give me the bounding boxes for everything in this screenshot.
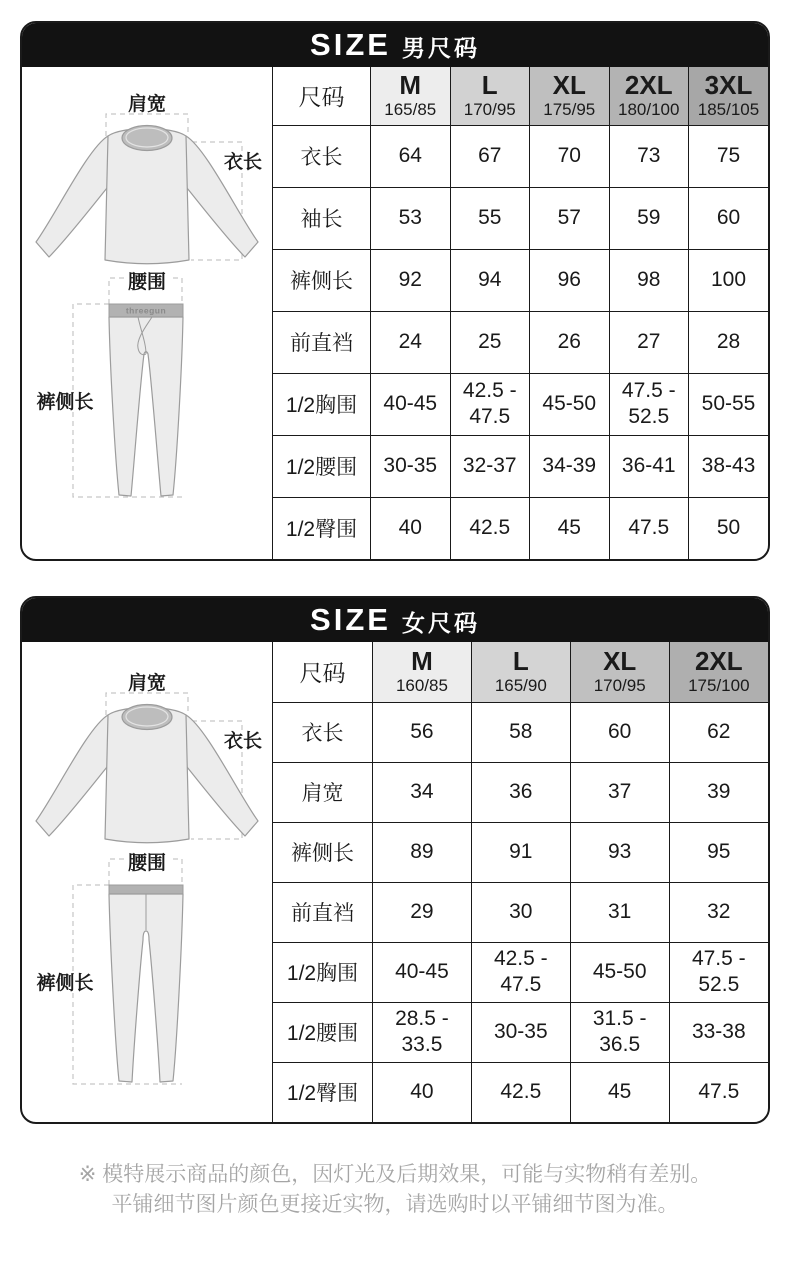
measurement-value-cell: 56 xyxy=(373,702,472,762)
womens-card-header xyxy=(22,598,768,642)
measurement-row-label: 1/2腰围 xyxy=(273,435,371,497)
measurement-value-cell: 45-50 xyxy=(530,373,610,435)
measurement-value-cell: 28 xyxy=(689,311,769,373)
measurement-value-cell: 26 xyxy=(530,311,610,373)
size-column-header xyxy=(530,67,610,125)
size-name: M xyxy=(411,645,433,676)
size-column-header xyxy=(669,642,768,702)
measurement-value-cell: 42.5 xyxy=(450,497,530,559)
measurement-value-cell: 34 xyxy=(373,762,472,822)
shirt-illustration xyxy=(36,126,258,264)
shoulder-width-label: 肩宽 xyxy=(127,673,167,694)
size-height-spec: 165/90 xyxy=(494,676,547,696)
measurement-value-cell: 67 xyxy=(450,125,530,187)
measurement-value-cell: 29 xyxy=(373,882,472,942)
mens-garment-diagram xyxy=(22,67,272,559)
mens-size-card xyxy=(20,21,770,561)
size-name: 2XL xyxy=(624,69,673,100)
measurement-row-label: 1/2胸围 xyxy=(273,942,373,1002)
measurement-value-cell: 50-55 xyxy=(689,373,769,435)
size-corner-header: 尺码 xyxy=(273,642,373,702)
size-height-spec: 160/85 xyxy=(395,676,448,696)
table-row xyxy=(273,702,769,762)
measurement-row-label: 衣长 xyxy=(273,702,373,762)
size-height-spec: 175/95 xyxy=(543,100,596,120)
table-row xyxy=(273,125,769,187)
measurement-row-label: 裤侧长 xyxy=(273,822,373,882)
measurement-row-label: 1/2臀围 xyxy=(273,497,371,559)
womens-size-title: SIZE xyxy=(310,602,391,637)
measurement-value-cell: 57 xyxy=(530,187,610,249)
waist-label: 腰围 xyxy=(127,272,167,293)
table-row xyxy=(273,1062,769,1122)
disclaimer-footer xyxy=(0,1160,790,1220)
waistband xyxy=(109,885,183,894)
garment-length-label: 衣长 xyxy=(223,152,263,173)
womens-size-subtitle: 女尺码 xyxy=(401,609,480,636)
measurement-row-label: 袖长 xyxy=(273,187,371,249)
size-corner-header: 尺码 xyxy=(273,67,371,125)
size-name: XL xyxy=(552,69,586,100)
measurement-value-cell: 59 xyxy=(609,187,689,249)
measurement-value-cell: 32 xyxy=(669,882,768,942)
measurement-value-cell: 47.5 xyxy=(669,1062,768,1122)
measurement-value-cell: 95 xyxy=(669,822,768,882)
measurement-value-cell: 32-37 xyxy=(450,435,530,497)
measurement-value-cell: 75 xyxy=(689,125,769,187)
measurement-value-cell: 50 xyxy=(689,497,769,559)
measurement-value-cell: 40 xyxy=(373,1062,472,1122)
table-row xyxy=(273,497,769,559)
size-column-header xyxy=(373,642,472,702)
mens-size-table xyxy=(272,67,768,559)
size-name: 2XL xyxy=(694,645,743,676)
measurement-value-cell: 62 xyxy=(669,702,768,762)
measurement-value-cell: 27 xyxy=(609,311,689,373)
measurement-value-cell: 25 xyxy=(450,311,530,373)
size-name: XL xyxy=(603,645,637,676)
size-name: M xyxy=(399,69,422,100)
measurement-value-cell: 45 xyxy=(530,497,610,559)
measurement-value-cell: 31.5 - 36.5 xyxy=(570,1002,669,1062)
measurement-row-label: 前直裆 xyxy=(273,311,371,373)
measurement-value-cell: 55 xyxy=(450,187,530,249)
size-name: L xyxy=(512,645,529,676)
measurement-value-cell: 30 xyxy=(471,882,570,942)
table-row xyxy=(273,187,769,249)
measurement-value-cell: 92 xyxy=(371,249,451,311)
measurement-value-cell: 64 xyxy=(371,125,451,187)
measurement-value-cell: 42.5 xyxy=(471,1062,570,1122)
measurement-value-cell: 100 xyxy=(689,249,769,311)
measurement-row-label: 1/2胸围 xyxy=(273,373,371,435)
table-row xyxy=(273,882,769,942)
measurement-value-cell: 53 xyxy=(371,187,451,249)
disclaimer-line-2: 平铺细节图片颜色更接近实物，请选购时以平铺细节图为准。 xyxy=(111,1193,679,1216)
measurement-value-cell: 40 xyxy=(371,497,451,559)
measurement-row-label: 衣长 xyxy=(273,125,371,187)
size-column-header xyxy=(689,67,769,125)
measurement-value-cell: 45 xyxy=(570,1062,669,1122)
pant-side-label: 裤侧长 xyxy=(36,392,94,413)
measurement-value-cell: 40-45 xyxy=(373,942,472,1002)
table-row xyxy=(273,942,769,1002)
measurement-value-cell: 37 xyxy=(570,762,669,822)
measurement-value-cell: 34-39 xyxy=(530,435,610,497)
table-row xyxy=(273,373,769,435)
measurement-value-cell: 24 xyxy=(371,311,451,373)
measurement-value-cell: 89 xyxy=(373,822,472,882)
measurement-value-cell: 30-35 xyxy=(371,435,451,497)
measurement-value-cell: 47.5 - 52.5 xyxy=(669,942,768,1002)
waist-label: 腰围 xyxy=(127,853,167,874)
table-row xyxy=(273,1002,769,1062)
measurement-value-cell: 38-43 xyxy=(689,435,769,497)
measurement-row-label: 1/2臀围 xyxy=(273,1062,373,1122)
size-height-spec: 165/85 xyxy=(384,100,437,120)
measurement-value-cell: 31 xyxy=(570,882,669,942)
size-name: L xyxy=(481,69,498,100)
size-column-header xyxy=(471,642,570,702)
measurement-value-cell: 73 xyxy=(609,125,689,187)
measurement-row-label: 前直裆 xyxy=(273,882,373,942)
size-column-header xyxy=(450,67,530,125)
measurement-row-label: 1/2腰围 xyxy=(273,1002,373,1062)
pants-illustration xyxy=(109,885,183,1082)
size-column-header xyxy=(609,67,689,125)
measurement-value-cell: 30-35 xyxy=(471,1002,570,1062)
measurement-value-cell: 40-45 xyxy=(371,373,451,435)
measurement-value-cell: 58 xyxy=(471,702,570,762)
mens-size-title: SIZE xyxy=(310,27,391,62)
table-row xyxy=(273,249,769,311)
measurement-value-cell: 39 xyxy=(669,762,768,822)
measurement-value-cell: 93 xyxy=(570,822,669,882)
size-height-spec: 170/95 xyxy=(593,676,646,696)
measurement-value-cell: 60 xyxy=(570,702,669,762)
pant-side-label: 裤侧长 xyxy=(36,973,94,994)
table-row xyxy=(273,762,769,822)
measurement-value-cell: 42.5 - 47.5 xyxy=(450,373,530,435)
measurement-value-cell: 33-38 xyxy=(669,1002,768,1062)
shirt-illustration xyxy=(36,705,258,843)
measurement-value-cell: 98 xyxy=(609,249,689,311)
table-row xyxy=(273,311,769,373)
measurement-value-cell: 42.5 - 47.5 xyxy=(471,942,570,1002)
measurement-value-cell: 36 xyxy=(471,762,570,822)
measurement-value-cell: 47.5 xyxy=(609,497,689,559)
size-height-spec: 185/105 xyxy=(697,100,760,120)
mens-card-header xyxy=(22,23,768,67)
table-row xyxy=(273,822,769,882)
size-height-spec: 180/100 xyxy=(618,100,680,120)
womens-size-table xyxy=(272,642,768,1122)
waistband-brand-label: threegun xyxy=(125,305,167,316)
size-name: 3XL xyxy=(704,69,753,100)
pants-illustration xyxy=(109,304,183,496)
measurement-value-cell: 47.5 - 52.5 xyxy=(609,373,689,435)
measurement-value-cell: 70 xyxy=(530,125,610,187)
size-height-spec: 175/100 xyxy=(688,676,750,696)
womens-garment-diagram xyxy=(22,642,272,1122)
mens-size-subtitle: 男尺码 xyxy=(401,34,480,61)
size-column-header xyxy=(371,67,451,125)
shoulder-width-label: 肩宽 xyxy=(127,94,167,115)
measurement-row-label: 裤侧长 xyxy=(273,249,371,311)
size-height-spec: 170/95 xyxy=(463,100,516,120)
womens-size-card xyxy=(20,596,770,1124)
disclaimer-line-1: ※ 模特展示商品的颜色，因灯光及后期效果，可能与实物稍有差别。 xyxy=(78,1163,712,1186)
measurement-value-cell: 60 xyxy=(689,187,769,249)
table-row xyxy=(273,435,769,497)
measurement-row-label: 肩宽 xyxy=(273,762,373,822)
measurement-value-cell: 94 xyxy=(450,249,530,311)
measurement-value-cell: 28.5 - 33.5 xyxy=(373,1002,472,1062)
size-column-header xyxy=(570,642,669,702)
garment-length-label: 衣长 xyxy=(223,731,263,752)
measurement-value-cell: 45-50 xyxy=(570,942,669,1002)
measurement-value-cell: 36-41 xyxy=(609,435,689,497)
measurement-value-cell: 91 xyxy=(471,822,570,882)
measurement-value-cell: 96 xyxy=(530,249,610,311)
